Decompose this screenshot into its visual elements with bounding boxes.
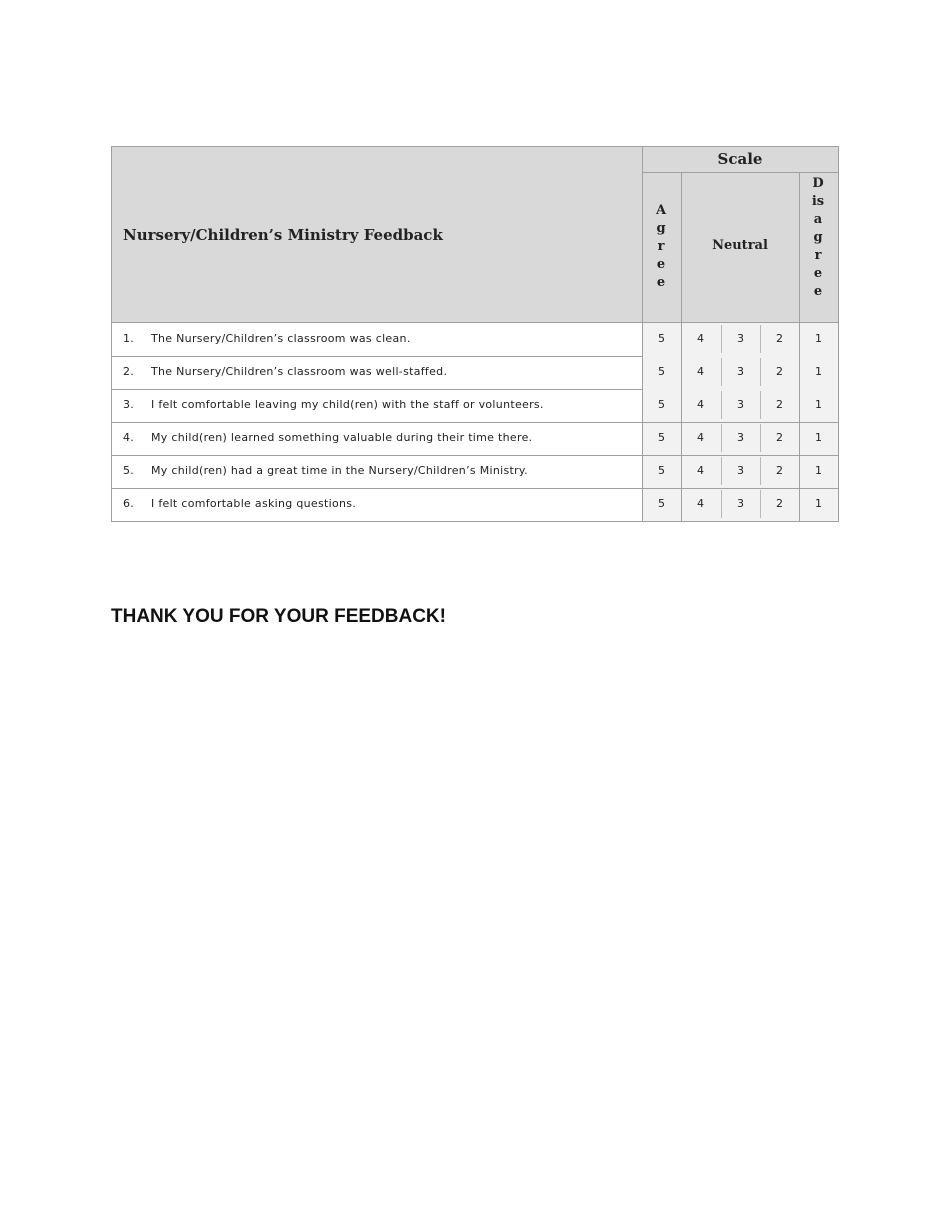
score-option[interactable]: 3 xyxy=(737,332,744,345)
question-number: 6. xyxy=(123,497,135,510)
table-border xyxy=(721,490,722,518)
score-option[interactable]: 3 xyxy=(737,431,744,444)
table-border xyxy=(642,146,643,521)
question-number: 4. xyxy=(123,431,135,444)
table-title: Nursery/Children’s Ministry Feedback xyxy=(123,226,443,244)
score-option[interactable]: 1 xyxy=(815,398,822,411)
table-border xyxy=(111,146,112,521)
score-option[interactable]: 2 xyxy=(776,431,783,444)
score-option[interactable]: 5 xyxy=(658,332,665,345)
score-option[interactable]: 1 xyxy=(815,464,822,477)
thank-you-text: THANK YOU FOR YOUR FEEDBACK! xyxy=(111,606,446,627)
table-border xyxy=(642,172,838,173)
table-border xyxy=(111,455,838,456)
score-option[interactable]: 4 xyxy=(697,365,704,378)
score-option[interactable]: 3 xyxy=(737,497,744,510)
question-text: I felt comfortable leaving my child(ren) with the staff or volunteers. xyxy=(151,398,544,411)
score-option[interactable]: 4 xyxy=(697,464,704,477)
score-option[interactable]: 2 xyxy=(776,497,783,510)
score-option[interactable]: 2 xyxy=(776,464,783,477)
score-option[interactable]: 3 xyxy=(737,398,744,411)
question-row xyxy=(111,487,642,520)
table-border xyxy=(111,146,838,147)
score-option[interactable]: 3 xyxy=(737,365,744,378)
question-number: 2. xyxy=(123,365,135,378)
score-option[interactable]: 2 xyxy=(776,398,783,411)
question-row xyxy=(111,421,642,454)
score-option[interactable]: 2 xyxy=(776,365,783,378)
table-border xyxy=(721,358,722,386)
scale-label: Scale xyxy=(717,150,763,168)
table-border xyxy=(681,172,682,521)
table-border xyxy=(760,358,761,386)
table-border xyxy=(111,356,642,357)
score-option[interactable]: 3 xyxy=(737,464,744,477)
question-text: I felt comfortable asking questions. xyxy=(151,497,357,510)
question-number: 3. xyxy=(123,398,135,411)
table-border xyxy=(111,488,838,489)
table-border xyxy=(111,422,838,423)
table-border xyxy=(721,325,722,353)
score-option[interactable]: 1 xyxy=(815,365,822,378)
score-option[interactable]: 5 xyxy=(658,365,665,378)
table-border xyxy=(721,424,722,452)
score-option[interactable]: 2 xyxy=(776,332,783,345)
question-text: The Nursery/Children’s classroom was well-staffed. xyxy=(151,365,448,378)
table-border xyxy=(111,389,642,390)
table-border xyxy=(760,325,761,353)
question-row xyxy=(111,454,642,487)
question-number: 5. xyxy=(123,464,135,477)
question-row xyxy=(111,355,642,388)
disagree-label: Disagree xyxy=(811,176,825,299)
table-border xyxy=(721,457,722,485)
score-option[interactable]: 5 xyxy=(658,398,665,411)
agree-label: Agree xyxy=(655,203,667,290)
table-border xyxy=(111,322,838,323)
score-option[interactable]: 1 xyxy=(815,431,822,444)
score-option[interactable]: 5 xyxy=(658,497,665,510)
neutral-label: Neutral xyxy=(712,238,768,253)
question-row xyxy=(111,388,642,421)
table-border xyxy=(111,521,839,522)
score-option[interactable]: 5 xyxy=(658,431,665,444)
question-text: My child(ren) learned something valuable during their time there. xyxy=(151,431,533,444)
score-option[interactable]: 4 xyxy=(697,332,704,345)
table-border xyxy=(838,146,839,521)
table-border xyxy=(760,457,761,485)
question-text: My child(ren) had a great time in the Nursery/Children’s Ministry. xyxy=(151,464,528,477)
table-border xyxy=(760,391,761,419)
question-row xyxy=(111,322,642,355)
question-text: The Nursery/Children’s classroom was clean. xyxy=(151,332,411,345)
score-option[interactable]: 4 xyxy=(697,431,704,444)
score-option[interactable]: 4 xyxy=(697,398,704,411)
score-option[interactable]: 1 xyxy=(815,332,822,345)
score-option[interactable]: 5 xyxy=(658,464,665,477)
question-number: 1. xyxy=(123,332,135,345)
score-option[interactable]: 1 xyxy=(815,497,822,510)
score-option[interactable]: 4 xyxy=(697,497,704,510)
table-border xyxy=(760,424,761,452)
table-border xyxy=(721,391,722,419)
table-border xyxy=(760,490,761,518)
table-border xyxy=(799,172,800,521)
